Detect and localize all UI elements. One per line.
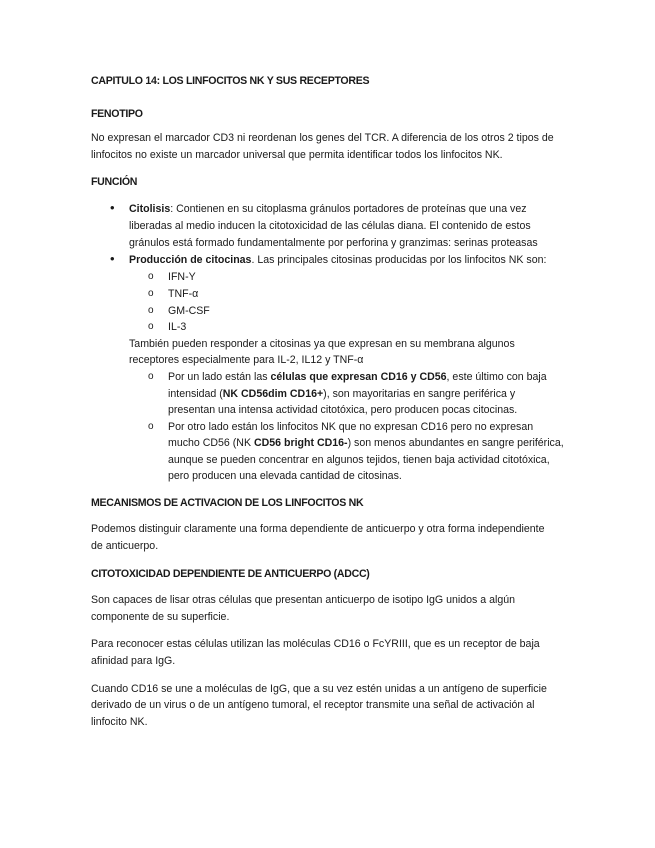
produccion-text: . Las principales citosinas producidas por los linfocitos NK son: [251,254,547,266]
cytokine-item: IL-3 [168,321,187,333]
cd56-l2-bold: CD56 bright CD16- [253,437,348,449]
cd16-cd56-line-1 [168,369,588,386]
citolisis-line-1 [129,201,609,218]
adcc-p2-line-1: Para reconocer estas células utilizan las moléculas CD16 o FcYRIII, que es un receptor de baja [91,638,540,650]
sub-bullet-icon: o [148,421,154,432]
cd56-bright-line-3: aunque se pueden concentrar en algunos tejidos, tienen baja actividad citotóxica, [168,454,550,466]
cd16-l2-c: ), son mayoritarias en sangre periférica y [323,388,516,400]
citolisis-line-3: gránulos está formado fundamentalmente por perforina y granzimas: serinas proteasas [129,237,538,249]
adcc-p1-line-1: Son capaces de lisar otras células que presentan anticuerpo de isotipo IgG unidos a algún [91,594,516,606]
cd16-text-a: Por un lado están las [168,371,271,383]
section-heading-adcc: CITOTOXICIDAD DEPENDIENTE DE ANTICUERPO (ADCC) [91,568,370,580]
produccion-line [129,252,609,269]
citolisis-line-2: liberadas al medio inducen la citotoxicidad de las células diana. El contenido de estos [129,220,531,232]
cd16-text-bold: células que expresan CD16 y CD56 [270,371,447,383]
cytokine-item: GM-CSF [168,305,210,317]
adcc-p1-line-2: componente de su superficie. [91,611,230,623]
citolisis-term: Citolisis [129,203,171,215]
cd16-cd56-line-2 [168,386,588,403]
cd56-l2-a: mucho CD56 (NK [168,437,254,449]
sub-bullet-icon: o [148,371,154,382]
tambien-line-1: También pueden responder a citosinas ya que expresan en su membrana algunos [129,338,515,350]
sub-bullet-icon: o [148,305,154,316]
adcc-p3-line-3: linfocito NK. [91,716,148,728]
bullet-icon: • [110,251,115,266]
cd16-l2-a: intensidad ( [168,388,223,400]
cd56-l2-c: ) son menos abundantes en sangre periférica, [347,437,564,449]
section-heading-mecanismos: MECANISMOS DE ACTIVACION DE LOS LINFOCITOS NK [91,497,364,509]
citolisis-text: : Contienen en su citoplasma gránulos portadores de proteínas que una vez [170,203,527,215]
cd56-bright-line-2 [168,435,588,452]
adcc-p2-line-2: afinidad para IgG. [91,655,176,667]
fenotipo-line-1: No expresan el marcador CD3 ni reordenan los genes del TCR. A diferencia de los otros 2 tipos de [91,132,554,144]
bullet-icon: • [110,200,115,215]
fenotipo-line-2: linfocitos no existe un marcador universal que permita identificar todos los linfocitos NK. [91,149,503,161]
cytokine-item: TNF-α [168,288,199,300]
adcc-p3-line-2: derivado de un virus o de un antígeno tumoral, el receptor transmite una señal de activación al [91,699,535,711]
cd16-text-c: , este último con baja [446,371,547,383]
produccion-term: Producción de citocinas [129,254,252,266]
section-heading-funcion: FUNCIÓN [91,176,138,188]
adcc-p3-line-1: Cuando CD16 se une a moléculas de IgG, que a su vez estén unidas a un antígeno de superficie [91,683,547,695]
cd56-bright-line-1: Por otro lado están los linfocitos NK que no expresan CD16 pero no expresan [168,421,534,433]
cd16-cd56-line-3: presentan una intensa actividad citotóxica, pero producen pocas citocinas. [168,404,518,416]
cytokine-item: IFN-Y [168,271,196,283]
mecanismos-line-1: Podemos distinguir claramente una forma dependiente de anticuerpo y otra forma independiente [91,523,545,535]
sub-bullet-icon: o [148,271,154,282]
sub-bullet-icon: o [148,288,154,299]
chapter-title: CAPITULO 14: LOS LINFOCITOS NK Y SUS RECEPTORES [91,75,370,87]
tambien-line-2: receptores especialmente para IL-2, IL12 y TNF-α [129,354,364,366]
section-heading-fenotipo: FENOTIPO [91,108,143,120]
mecanismos-line-2: de anticuerpo. [91,540,159,552]
sub-bullet-icon: o [148,321,154,332]
cd16-l2-bold: NK CD56dim CD16+ [222,388,324,400]
cd56-bright-line-4: pero producen una elevada cantidad de citosinas. [168,470,402,482]
